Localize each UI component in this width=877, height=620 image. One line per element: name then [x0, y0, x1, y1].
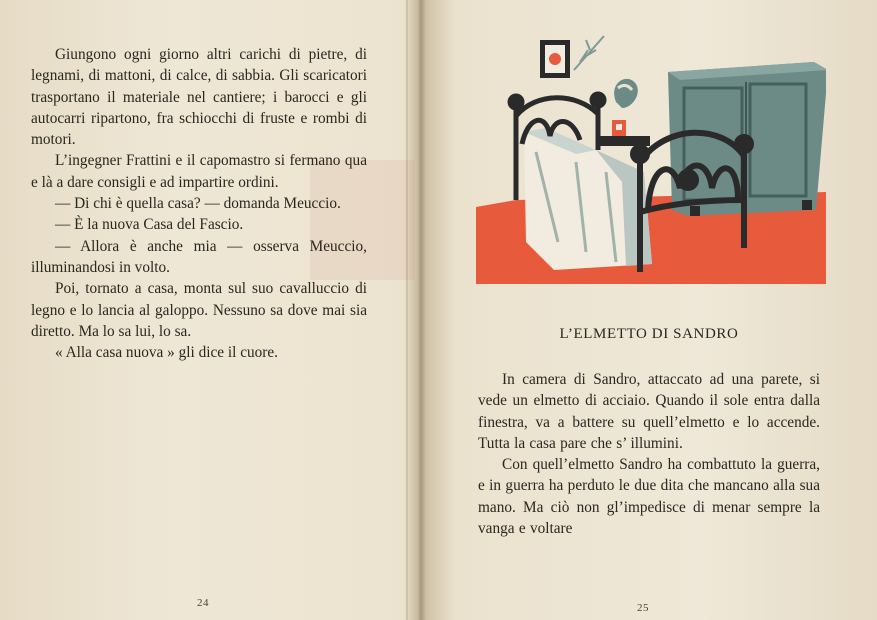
- bedroom-illustration: [476, 32, 826, 284]
- paragraph: « Alla casa nuova » gli dice il cuore.: [55, 344, 279, 362]
- paragraph: — Allora è anche mia — osserva Meuccio, illuminandosi in volto.: [31, 237, 367, 276]
- paragraph: — È la nuova Casa del Fascio.: [55, 216, 244, 234]
- paragraph: In camera di Sandro, attaccato ad una parete, si vede un elmetto di acciaio. Quando il sole entra dalla finestra, va a battere su quell’elmetto e lo accende. Tutta la casa pare che s’ illumini.: [478, 371, 820, 452]
- page-number-left: 24: [197, 597, 209, 609]
- paragraph: L’ingegner Frattini e il capomastro si fermano qua e là a dare consigli e ad impartire ordini.: [31, 152, 367, 191]
- paragraph: — Di chi è quella casa? — domanda Meuccio.: [55, 195, 341, 213]
- paragraph: Giungono ogni giorno altri carichi di pietre, di legnami, di mattoni, di calce, di sabbia. Gli scaricatori trasportano il materiale nel cantiere; i barocci e gli autocarri ripartono, fra schiocchi di fruste e rombi di motori.: [31, 46, 367, 149]
- nightstand: [596, 120, 650, 146]
- page-number-right: 25: [637, 602, 649, 614]
- left-page-text: [31, 44, 367, 363]
- right-page-text: [478, 369, 820, 539]
- helmet-on-wall: [614, 79, 638, 108]
- paragraph: Poi, tornato a casa, monta sul suo cavalluccio di legno e lo lancia al galoppo. Nessuno sa dove mai sia diretto. Ma lo sa lui, lo sa.: [31, 280, 367, 340]
- paragraph: Con quell’elmetto Sandro ha combattuto la guerra, e in guerra ha perduto le due dita che mancano alla sua mano. Ma ciò non gl’impedisce di menar sempre la vanga e voltare: [478, 456, 820, 538]
- chapter-title: L’ELMETTO DI SANDRO: [559, 326, 739, 342]
- wall-picture: [540, 36, 604, 78]
